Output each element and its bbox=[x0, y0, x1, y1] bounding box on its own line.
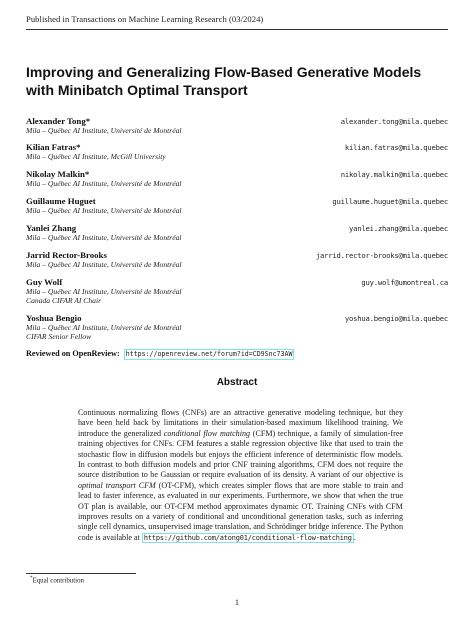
author-affiliation: Mila – Québec AI Institute, McGill University bbox=[26, 152, 166, 161]
abstract-text-2: (CFM) technique, a family of simulation-free training objectives for CNFs. CFM features a stable regression objective like that used to train the stochastic flow in diffusion models but enjoys the efficient inference of deterministic flow models. In contrast to both diffusion models and prior CNF training algorithms, CFM does not require the source distribution to be Gaussian or require evaluation of its density. A variant of our objective is bbox=[78, 428, 404, 480]
author-block bbox=[26, 142, 448, 161]
author-email[interactable]: kilian.fatras@mila.quebec bbox=[344, 143, 448, 152]
author-name: Yoshua Bengio bbox=[26, 313, 82, 323]
author-email[interactable]: yanlei.zhang@mila.quebec bbox=[348, 224, 448, 233]
code-repository-link[interactable]: https://github.com/atong01/conditional-flow-matching bbox=[143, 533, 352, 542]
page-number: 1 bbox=[234, 598, 240, 607]
author-block bbox=[26, 277, 448, 305]
author-name: Guy Wolf bbox=[26, 277, 63, 287]
abstract-body bbox=[78, 408, 403, 543]
author-affiliation: Mila – Québec AI Institute, Université de Montréal bbox=[26, 179, 182, 188]
footnote bbox=[30, 576, 84, 584]
abstract-text-3: (OT-CFM), which creates simpler flows that are more stable to train and lead to faster inference, as evaluated in our experiments. Furthermore, we show that when the true OT plan is available, our OT-CFM method approximates dynamic OT. Training CNFs with CFM improves results on a variety of conditional and unconditional generation tasks, such as inferring single cell dynamics, unsupervised image translation, and Schrödinger bridge inference. The Python code is available at bbox=[78, 480, 403, 542]
author-affiliation-secondary: Canada CIFAR AI Chair bbox=[26, 296, 102, 305]
paper-title bbox=[26, 63, 448, 99]
author-block bbox=[26, 223, 448, 242]
author-affiliation: Mila – Québec AI Institute, Université de Montréal bbox=[26, 323, 182, 332]
author-name: Alexander Tong* bbox=[26, 116, 91, 126]
footnote-text: Equal contribution bbox=[32, 577, 84, 585]
author-name: Nikolay Malkin* bbox=[26, 169, 90, 179]
openreview-link[interactable]: https://openreview.net/forum?id=CD9Snc73AW bbox=[125, 350, 293, 358]
author-name: Guillaume Huguet bbox=[26, 196, 96, 206]
abstract-text-4: . bbox=[353, 532, 356, 542]
footnote-mark: * bbox=[30, 576, 33, 581]
author-block bbox=[26, 169, 448, 188]
author-block bbox=[26, 250, 448, 269]
author-email[interactable]: nikolay.malkin@mila.quebec bbox=[340, 170, 448, 179]
author-affiliation: Mila – Québec AI Institute, Université de Montréal bbox=[26, 126, 182, 135]
author-email[interactable]: guy.wolf@umontreal.ca bbox=[361, 278, 448, 287]
header-rule bbox=[26, 29, 448, 30]
author-name: Kilian Fatras* bbox=[26, 142, 81, 152]
author-name: Yanlei Zhang bbox=[26, 223, 77, 233]
author-email[interactable]: alexander.tong@mila.quebec bbox=[340, 117, 448, 126]
author-affiliation: Mila – Québec AI Institute, Université de Montréal bbox=[26, 287, 182, 296]
title-line-1: Improving and Generalizing Flow-Based Generative Models bbox=[26, 64, 422, 80]
openreview-line bbox=[26, 349, 294, 360]
abstract-heading: Abstract bbox=[216, 377, 258, 388]
running-head: Published in Transactions on Machine Learning Research (03/2024) bbox=[26, 14, 264, 24]
openreview-label: Reviewed on OpenReview: bbox=[26, 349, 120, 358]
author-email[interactable]: yoshua.bengio@mila.quebec bbox=[344, 314, 448, 323]
title-line-2: with Minibatch Optimal Transport bbox=[26, 82, 248, 98]
author-block bbox=[26, 313, 448, 341]
abstract-emphasis-otcfm: optimal transport CFM bbox=[78, 480, 156, 490]
author-affiliation: Mila – Québec AI Institute, Université de Montréal bbox=[26, 260, 182, 269]
author-block bbox=[26, 196, 448, 215]
abstract-emphasis-cfm: conditional flow matching bbox=[163, 428, 251, 438]
author-email[interactable]: jarrid.rector-brooks@mila.quebec bbox=[315, 251, 448, 260]
author-affiliation: Mila – Québec AI Institute, Université de Montréal bbox=[26, 233, 182, 242]
author-affiliation-secondary: CIFAR Senior Fellow bbox=[26, 332, 92, 341]
abstract-text-1: Continuous normalizing flows (CNFs) are an attractive generative modeling technique, but they have been held back by limitations in their simulation-based maximum likelihood training. We introduce the generalized bbox=[78, 408, 403, 438]
author-block bbox=[26, 116, 448, 135]
author-name: Jarrid Rector-Brooks bbox=[26, 250, 107, 260]
footnote-rule bbox=[26, 573, 136, 574]
author-email[interactable]: guillaume.huguet@mila.quebec bbox=[332, 197, 448, 206]
author-affiliation: Mila – Québec AI Institute, Université de Montréal bbox=[26, 206, 182, 215]
